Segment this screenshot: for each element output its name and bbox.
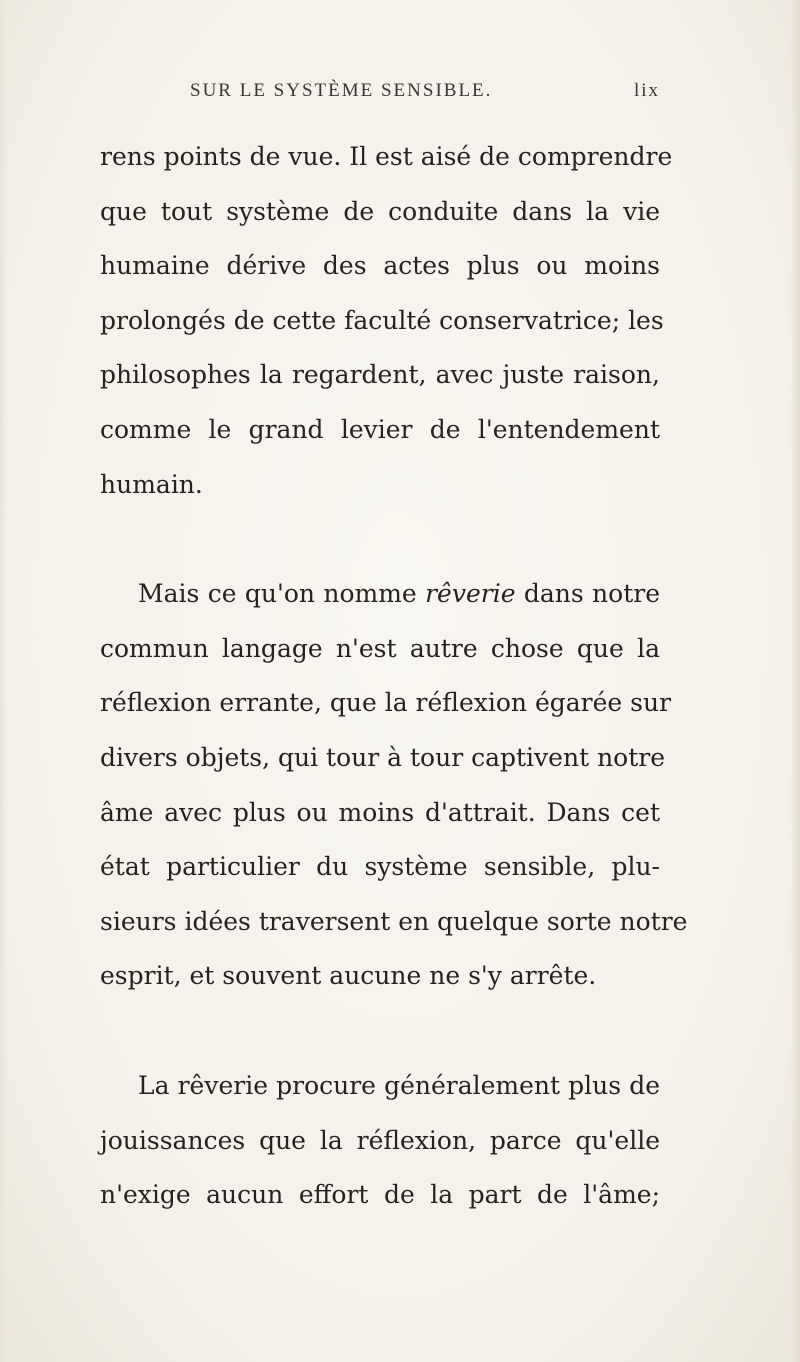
text-line: esprit, et souvent aucune ne s'y arrête. xyxy=(100,961,597,991)
text-line: que tout système de conduite dans la vie xyxy=(100,196,660,226)
page-number: lix xyxy=(633,80,660,101)
paragraph-gap xyxy=(100,512,660,567)
text-line: état particulier du système sensible, plu- xyxy=(100,852,660,882)
running-title: SUR LE SYSTÈME SENSIBLE. xyxy=(190,80,493,101)
text-line: n'exige aucun effort de la part de l'âme; xyxy=(100,1180,660,1210)
text-line: divers objets, qui tour à tour captivent notre xyxy=(100,742,666,772)
italic-term: rêverie xyxy=(425,579,516,609)
text-segment: dans notre xyxy=(515,579,660,609)
paragraph-3 xyxy=(100,1059,660,1223)
text-line: rens points de vue. Il est aisé de comprendre xyxy=(100,142,673,171)
text-line: âme avec plus ou moins d'attrait. Dans cet xyxy=(100,797,660,827)
text-line: La rêverie procure généralement plus de xyxy=(138,1070,660,1100)
text-line: sieurs idées traversent en quelque sorte notre xyxy=(100,906,688,936)
text-line: prolongés de cette faculté conservatrice; les xyxy=(100,305,664,335)
paragraph-2 xyxy=(100,567,688,1004)
text-line: comme le grand levier de l'entendement xyxy=(100,414,660,444)
running-header xyxy=(190,80,660,106)
text-line: commun langage n'est autre chose que la xyxy=(100,633,660,663)
paragraph-1 xyxy=(100,130,673,512)
body-text xyxy=(100,130,688,1223)
text-line: philosophes la regardent, avec juste raison, xyxy=(100,360,660,390)
text-segment: Mais ce qu'on nomme xyxy=(138,579,426,609)
text-line: réflexion errante, que la réflexion égarée sur xyxy=(100,688,672,718)
text-line: humain. xyxy=(100,469,203,499)
page-right-edge xyxy=(790,0,800,1362)
text-line: humaine dérive des actes plus ou moins xyxy=(100,251,660,281)
text-line xyxy=(100,567,660,622)
page-left-edge xyxy=(0,0,6,1362)
text-line: jouissances que la réflexion, parce qu'elle xyxy=(100,1125,660,1155)
paragraph-gap xyxy=(100,1004,660,1059)
